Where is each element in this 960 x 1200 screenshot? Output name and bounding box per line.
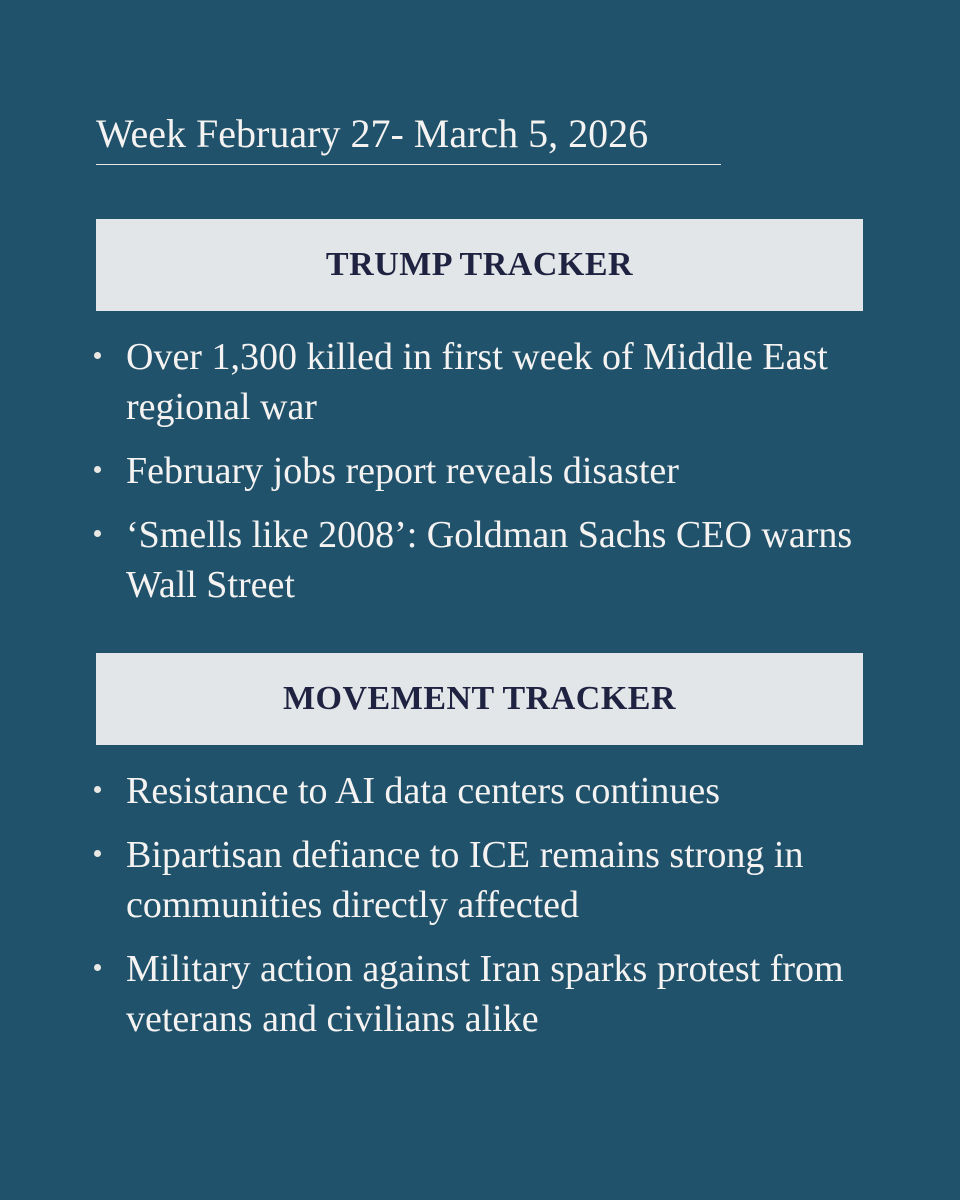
- trump-tracker-header: [96, 219, 863, 311]
- list-item-text: Over 1,300 killed in first week of Middle East regional war: [126, 336, 828, 428]
- movement-tracker-header: [96, 653, 863, 745]
- bullet-icon: [94, 850, 101, 857]
- trump-tracker-list: [94, 332, 854, 624]
- list-item-text: Resistance to AI data centers continues: [126, 770, 721, 812]
- bullet-icon: [94, 964, 101, 971]
- bullet-icon: [94, 786, 101, 793]
- bullet-icon: [94, 352, 101, 359]
- list-item: [94, 766, 854, 816]
- movement-tracker-list: [94, 766, 854, 1058]
- list-item: [94, 446, 854, 496]
- bullet-icon: [94, 466, 101, 473]
- list-item-text: February jobs report reveals disaster: [126, 450, 679, 492]
- week-title: Week February 27- March 5, 2026: [96, 112, 721, 165]
- list-item: [94, 944, 854, 1044]
- movement-tracker-heading: MOVEMENT TRACKER: [282, 680, 677, 717]
- list-item-text: Military action against Iran sparks protest from veterans and civilians alike: [126, 948, 844, 1040]
- list-item-text: ‘Smells like 2008’: Goldman Sachs CEO warns Wall Street: [126, 514, 853, 606]
- list-item: [94, 510, 854, 610]
- list-item-text: Bipartisan defiance to ICE remains strong in communities directly affected: [126, 834, 804, 926]
- trump-tracker-heading: TRUMP TRACKER: [325, 246, 634, 283]
- list-item: [94, 332, 854, 432]
- list-item: [94, 830, 854, 930]
- bullet-icon: [94, 530, 101, 537]
